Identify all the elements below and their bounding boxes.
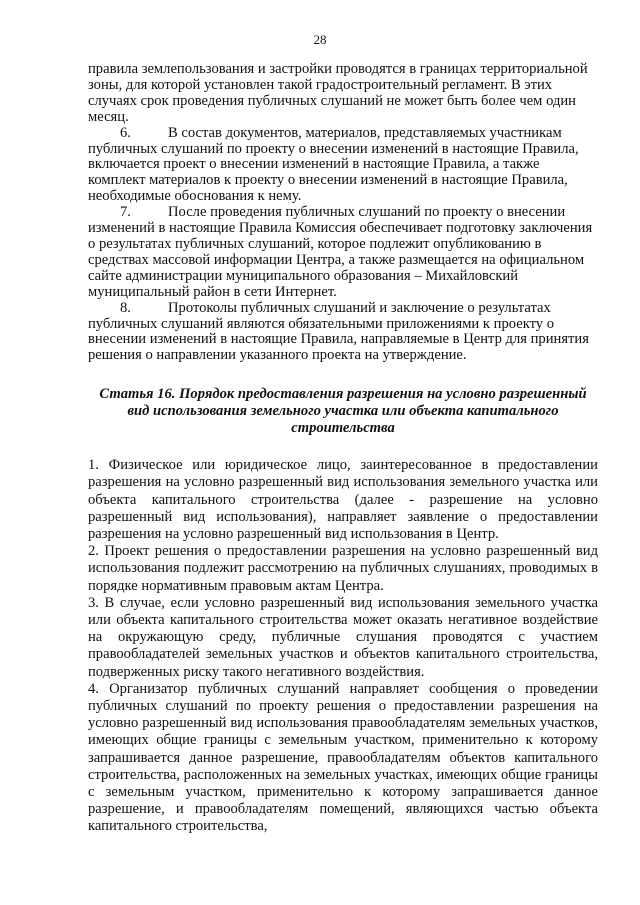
item-text: После проведения публичных слушаний по проекту о внесении изменений в настоящие Правила Комиссия обеспечивает подготовку заключения о результатах публичных слушаний, которое подлежит опубликованию в средствах массовой информации Центра, а также размещается на официальном сайте администрации муниципального образования – Михайловский муниципальный район в сети Интернет.: [88, 204, 593, 300]
article-item: 4. Организатор публичных слушаний направляет сообщения о проведении публичных слушаний по проекту решения о предоставлении разрешения на условно разрешенный вид использования правообладателям земельных участков, имеющих общие границы с земельным участком, применительно к которому запрашивается данное разрешение, правообладателям объектов капитального строительства, расположенных на земельных участках, имеющих общие границы с земельным участком, применительно к которому запрашивается данное разрешение, и правообладателям помещений, являющихся частью объекта капитального строительства,: [88, 680, 598, 835]
page-content: [88, 62, 598, 836]
item-number: 6.: [120, 124, 131, 141]
list-item: [88, 205, 598, 300]
article-item: 2. Проект решения о предоставлении разрешения на условно разрешенный вид использования подлежит рассмотрению на публичных слушаниях, проводимых в порядке нормативным правовым актам Центра.: [88, 543, 598, 594]
list-item: [88, 126, 598, 206]
article-item: 3. В случае, если условно разрешенный вид использования земельного участка или объекта капитального строительства может оказать негативное воздействие на окружающую среду, публичные слушания проводятся с участием правообладателей земельных участков и объектов капитального строительства, подверженных риску такого негативного воздействия.: [88, 594, 598, 680]
section-article-16: [88, 457, 598, 835]
item-text: Протоколы публичных слушаний и заключение о результатах публичных слушаний являются обязательными приложениями к проекту о внесении изменений в настоящие Правила, направляемые в Центр для принятия решения о направлении указанного проекта на утверждение.: [88, 299, 589, 364]
item-number: 7.: [120, 204, 131, 221]
article-item: 1. Физическое или юридическое лицо, заинтересованное в предоставлении разрешения на условно разрешенный вид использования земельного участка или объекта капитального строительства (далее - разрешение на условно разрешенный вид использования), направляет заявление о предоставлении разрешения на условно разрешенный вид использования в Центр.: [88, 457, 598, 543]
page-number: 28: [313, 32, 327, 47]
item-text: В состав документов, материалов, представляемых участникам публичных слушаний по проекту о внесении изменений в настоящие Правила, включается проект о внесении изменений в настоящие Правила, а также комплект материалов к проекту о внесении изменений в настоящие Правила, необходимые обоснования к нему.: [88, 124, 579, 205]
article-heading: Статья 16. Порядок предоставления разрешения на условно разрешенный вид использования земельного участка или объекта капитального строительства: [99, 386, 587, 437]
list-item: [88, 301, 598, 365]
section-public-hearings: [88, 62, 598, 364]
intro-paragraph: правила землепользования и застройки проводятся в границах территориальной зоны, для которой установлен такой градостроительный регламент. В этих случаях срок проведения публичных слушаний не может быть более чем один месяц.: [88, 61, 588, 125]
item-number: 8.: [120, 299, 131, 316]
